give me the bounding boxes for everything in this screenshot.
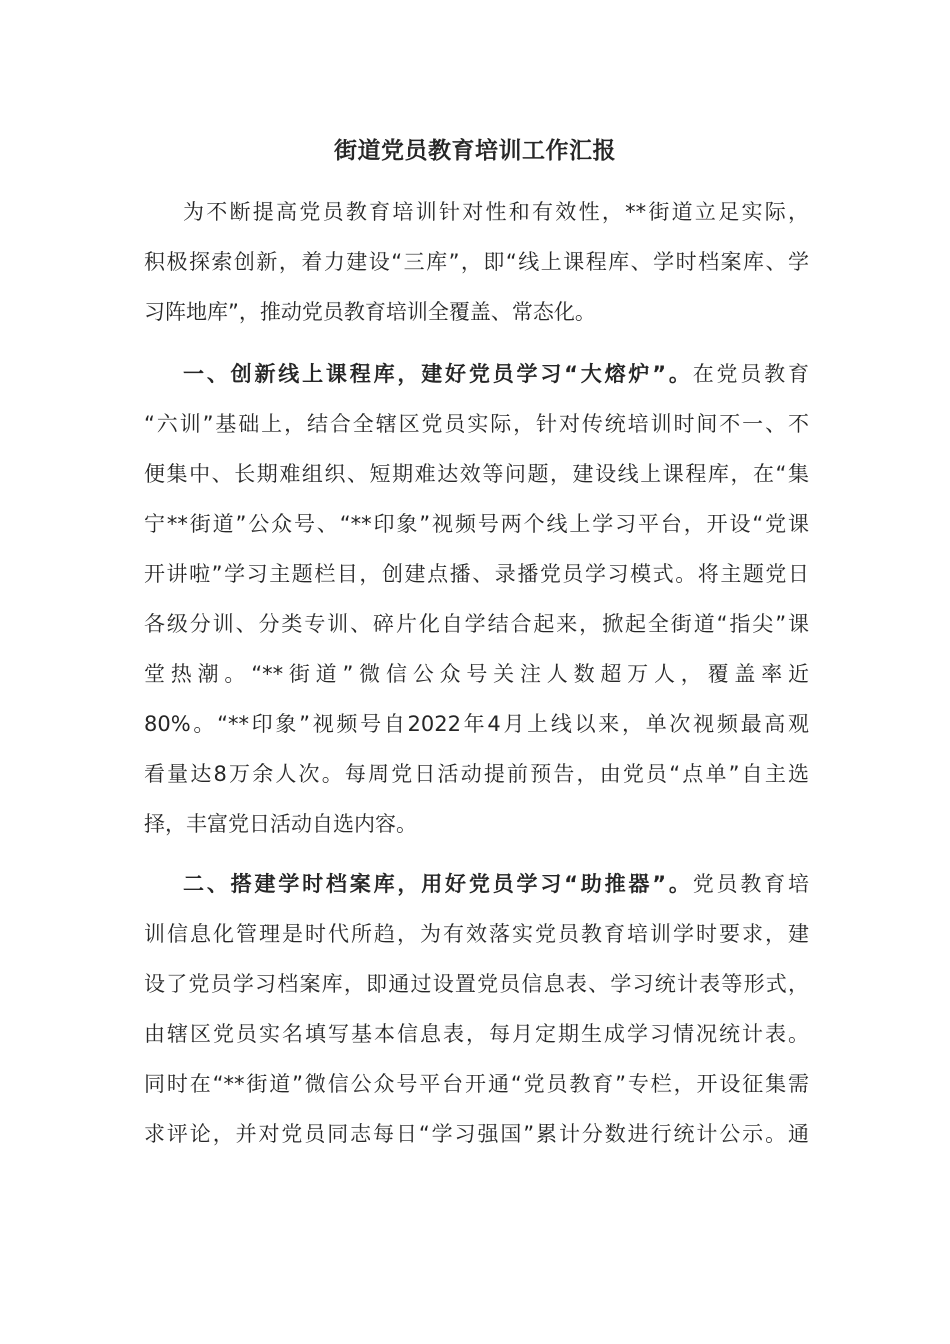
- paragraph-3-line-4: 由辖区党员实名填写基本信息表，每月定期生成学习情况统计表。: [144, 1022, 809, 1046]
- paragraph-2-line-9: 看量达8万余人次。每周党日活动提前预告，由党员“点单”自主选: [144, 762, 809, 786]
- paragraph-2-line-6: 各级分训、分类专训、碎片化自学结合起来，掀起全街道“指尖”课: [144, 612, 809, 636]
- document-title: 街道党员教育培训工作汇报: [334, 138, 616, 164]
- paragraph-3-line-5: 同时在“**街道”微信公众号平台开通“党员教育”专栏，开设征集需: [144, 1072, 809, 1096]
- section-2-heading: 二、搭建学时档案库，用好党员学习“助推器”。: [183, 872, 693, 896]
- paragraph-3-line-2: 训信息化管理是时代所趋，为有效落实党员教育培训学时要求，建: [144, 922, 809, 946]
- paragraph-2-line-5: 开讲啦”学习主题栏目，创建点播、录播党员学习模式。将主题党日: [144, 562, 809, 586]
- paragraph-3-line-6: 求评论，并对党员同志每日“学习强国”累计分数进行统计公示。通: [144, 1122, 809, 1146]
- paragraph-1-line-2: 积极探索创新，着力建设“三库”，即“线上课程库、学时档案库、学: [144, 250, 809, 274]
- section-1-heading: 一、创新线上课程库，建好党员学习“大熔炉”。: [183, 362, 693, 386]
- paragraph-2-first-tail: 在党员教育: [692, 362, 809, 386]
- paragraph-2-line-4: 宁**街道”公众号、“**印象”视频号两个线上学习平台，开设“党课: [144, 512, 809, 536]
- paragraph-3-line-3: 设了党员学习档案库，即通过设置党员信息表、学习统计表等形式，: [144, 972, 809, 996]
- paragraph-2-line-3: 便集中、长期难组织、短期难达效等问题，建设线上课程库，在“集: [144, 462, 809, 486]
- paragraph-2-line-7: 堂热潮。“**街道”微信公众号关注人数超万人，覆盖率近: [144, 662, 809, 686]
- paragraph-1-line-3: 习阵地库”，推动党员教育培训全覆盖、常态化。: [144, 300, 596, 324]
- paragraph-2-line-1: [183, 354, 809, 394]
- paragraph-3-first-tail: 党员教育培: [692, 872, 809, 896]
- paragraph-2-line-8: 80%。“**印象”视频号自2022年4月上线以来，单次视频最高观: [144, 712, 809, 736]
- paragraph-2-line-10: 择，丰富党日活动自选内容。: [144, 812, 417, 836]
- paragraph-1-line-1: 为不断提高党员教育培训针对性和有效性，**街道立足实际，: [183, 200, 809, 224]
- paragraph-2-line-2: “六训”基础上，结合全辖区党员实际，针对传统培训时间不一、不: [144, 412, 809, 436]
- paragraph-3-line-1: [183, 864, 809, 904]
